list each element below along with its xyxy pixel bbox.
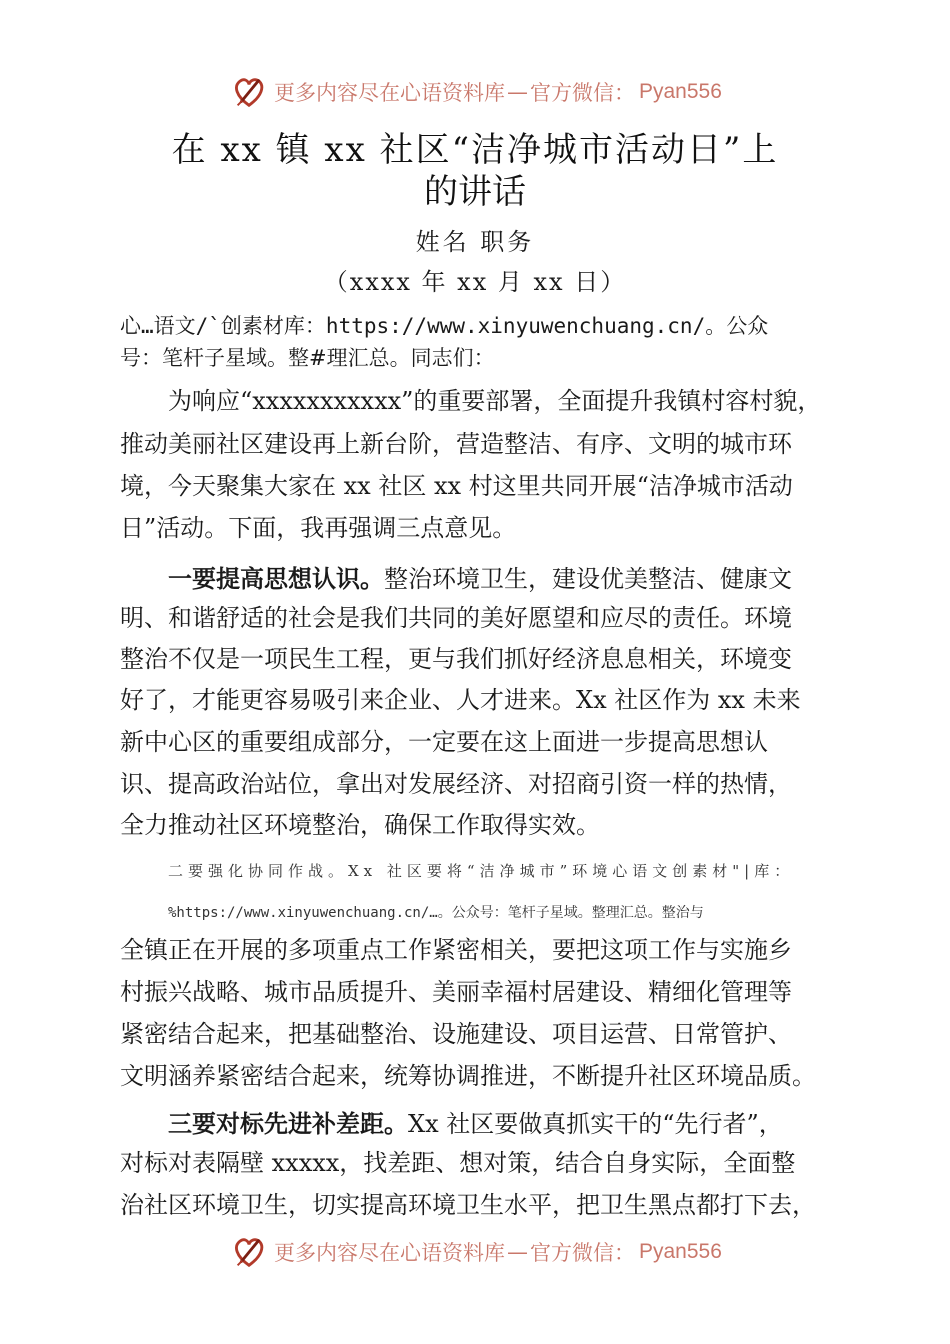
point2-line: 文明涵养紧密结合起来，统筹协调推进，不断提升社区环境品质。	[120, 1062, 816, 1090]
point1-line: 新中心区的重要组成部分，一定要在这上面进一步提高思想认	[120, 728, 768, 756]
point3-heading: 三要对标先进补差距。	[168, 1110, 408, 1138]
red-heart-pen-logo-icon	[230, 73, 268, 111]
intro-line: 号：笔杆子星域。整#理汇总。同志们：	[120, 346, 495, 370]
point3-line: 对标对表隔壁 xxxxx，找差距、想对策，结合自身实际，全面整	[120, 1149, 796, 1177]
doc-author: 姓名 职务	[415, 228, 535, 256]
banner-wechat-id: Pyan556	[639, 80, 722, 103]
point1-heading: 一要提高思想认识。	[168, 565, 384, 593]
point3-line: 治社区环境卫生，切实提高环境卫生水平，把卫生黑点都打下去，	[120, 1191, 816, 1219]
point1-text: 整治环境卫生，建设优美整洁、健康文	[384, 565, 792, 593]
doc-title-line2: 的讲话	[424, 172, 526, 212]
point2-small-line: 二要强化协同作战。Xx 社区要将“洁净城市”环境心语文创素材"|库：	[168, 862, 795, 880]
point2-line: 全镇正在开展的多项重点工作紧密相关，要把这项工作与实施乡	[120, 936, 792, 964]
point1-line: 好了，才能更容易吸引来企业、人才进来。Xx 社区作为 xx 未来	[120, 686, 801, 714]
point2-line: 紧密结合起来，把基础整治、设施建设、项目运营、日常管护、	[120, 1020, 792, 1048]
banner-text: 更多内容尽在心语资料库	[274, 81, 505, 105]
point3-text: Xx 社区要做真抓实干的“先行者”，	[408, 1110, 783, 1138]
banner-wechat-label: 官方微信：	[530, 1241, 635, 1265]
doc-date: （xxxx 年 xx 月 xx 日）	[323, 268, 627, 296]
intro-line: 日”活动。下面，我再强调三点意见。	[120, 514, 517, 542]
point3-first-line	[168, 1104, 783, 1139]
point1-line: 全力推动社区环境整治，确保工作取得实效。	[120, 811, 600, 839]
banner-separator: —	[507, 80, 528, 104]
point2-small-line: %https://www.xinyuwenchuang.cn/…。公众号：笔杆子星域。整理汇总。整治与	[168, 905, 704, 921]
doc-title-line1: 在 xx 镇 xx 社区“洁净城市活动日”上	[171, 130, 779, 170]
point1-line: 明、和谐舒适的社会是我们共同的美好愿望和应尽的责任。环境	[120, 604, 792, 632]
banner-wechat-label: 官方微信：	[530, 81, 635, 105]
banner-separator: —	[507, 1240, 528, 1264]
red-heart-pen-logo-icon	[230, 1233, 268, 1271]
point2-line: 村振兴战略、城市品质提升、美丽幸福村居建设、精细化管理等	[120, 978, 792, 1006]
header-watermark	[230, 72, 790, 112]
footer-watermark	[230, 1232, 790, 1272]
point1-line: 整治不仅是一项民生工程，更与我们抓好经济息息相关，环境变	[120, 645, 792, 673]
point1-line: 识、提高政治站位，拿出对发展经济、对招商引资一样的热情，	[120, 770, 792, 798]
banner-wechat-id: Pyan556	[639, 1240, 722, 1263]
banner-text: 更多内容尽在心语资料库	[274, 1241, 505, 1265]
intro-line: 为响应“xxxxxxxxxxx”的重要部署，全面提升我镇村容村貌，	[120, 387, 822, 415]
intro-line: 推动美丽社区建设再上新台阶，营造整洁、有序、文明的城市环	[120, 430, 792, 458]
intro-line: 境，今天聚集大家在 xx 社区 xx 村这里共同开展“洁净城市活动	[120, 472, 793, 500]
point1-first-line	[168, 559, 792, 594]
intro-line: 心…语文/`创素材库：https://www.xinyuwenchuang.cn/。公众	[120, 314, 769, 338]
